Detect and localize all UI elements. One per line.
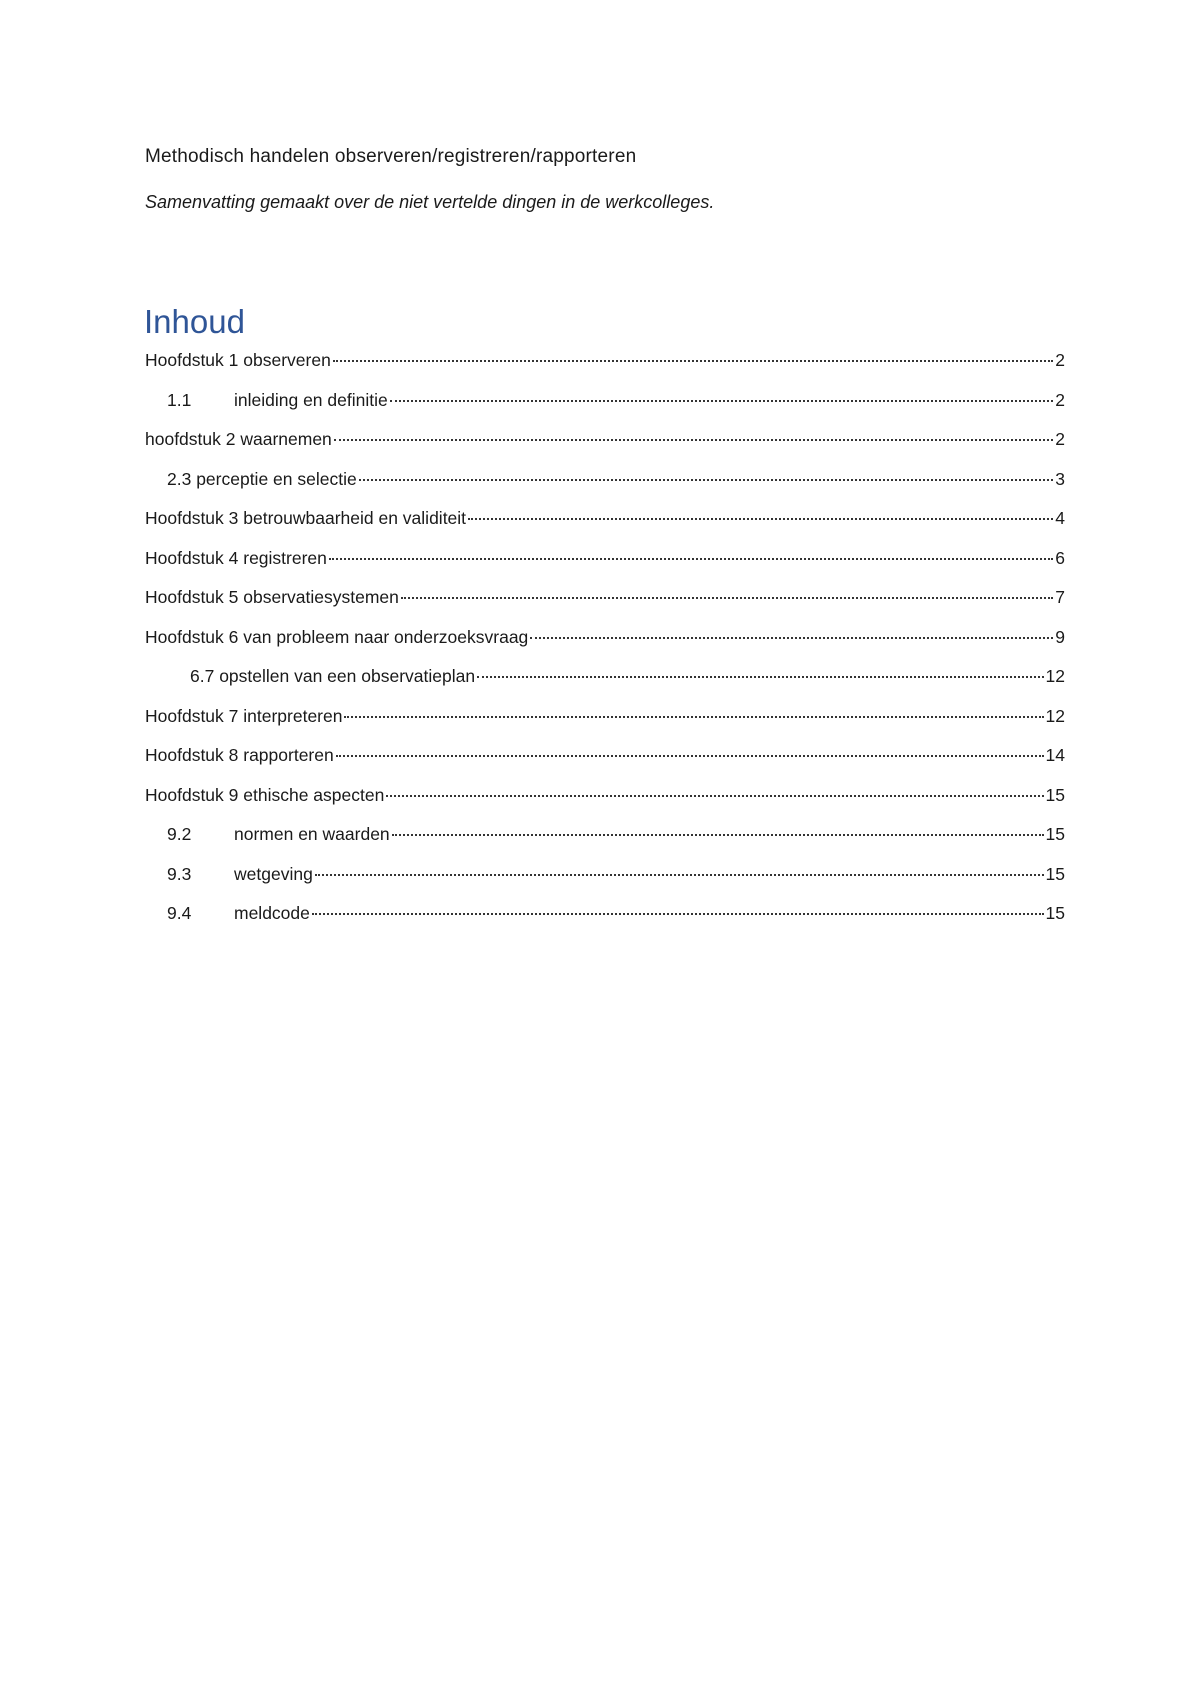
- toc-entry[interactable]: [145, 745, 1065, 785]
- toc-entry-page: 12: [1045, 666, 1065, 686]
- toc-entry-number: 1.1: [167, 389, 192, 410]
- toc-entry-page: 15: [1045, 863, 1065, 884]
- toc-entry[interactable]: [145, 429, 1065, 469]
- toc-dot-leader: [334, 439, 1053, 441]
- toc-entry[interactable]: [145, 666, 1065, 706]
- toc-entry-page: 2: [1055, 389, 1065, 410]
- toc-entry-number: 9.4: [167, 903, 192, 923]
- toc-entry-text: inleiding en definitie: [234, 389, 388, 410]
- toc-entry-page: 12: [1045, 705, 1065, 726]
- toc-entry-text: Hoofdstuk 8 rapporteren: [145, 745, 334, 765]
- toc-dot-leader: [315, 874, 1044, 876]
- toc-entry-page: 2: [1055, 429, 1065, 449]
- toc-entry-text: Hoofdstuk 6 van probleem naar onderzoeksvraag: [145, 626, 529, 647]
- toc-entry-text: 6.7 opstellen van een observatieplan: [190, 666, 476, 686]
- toc-entry[interactable]: [145, 548, 1065, 588]
- toc-entry-text: Hoofdstuk 5 observatiesystemen: [145, 587, 399, 607]
- toc-entry-text: Hoofdstuk 9 ethische aspecten: [145, 784, 385, 805]
- toc-dot-leader: [392, 834, 1044, 836]
- toc-entry[interactable]: [145, 469, 1065, 509]
- toc-entry-number: 9.2: [167, 824, 192, 844]
- toc-entry-number: 9.3: [167, 863, 192, 884]
- toc-entry[interactable]: [145, 864, 1065, 904]
- toc-dot-leader: [312, 913, 1044, 915]
- toc-dot-leader: [390, 400, 1054, 402]
- toc-dot-leader: [359, 479, 1054, 481]
- toc-dot-leader: [333, 360, 1053, 362]
- toc-entry-page: 15: [1045, 784, 1065, 805]
- toc-dot-leader: [401, 597, 1053, 599]
- table-of-contents: [145, 350, 1065, 943]
- toc-entry-text: normen en waarden: [234, 824, 390, 844]
- toc-dot-leader: [468, 518, 1053, 520]
- toc-entry-text: Hoofdstuk 3 betrouwbaarheid en validiteit: [145, 508, 467, 528]
- toc-entry-page: 6: [1055, 547, 1065, 568]
- toc-dot-leader: [344, 716, 1043, 718]
- toc-entry[interactable]: [145, 627, 1065, 667]
- toc-entry-page: 15: [1045, 903, 1065, 923]
- toc-entry-page: 14: [1045, 745, 1065, 765]
- toc-entry-text: meldcode: [234, 903, 310, 923]
- toc-entry[interactable]: [145, 706, 1065, 746]
- toc-entry[interactable]: [145, 390, 1065, 430]
- document-title: Methodisch handelen observeren/registreren/rapporteren: [145, 146, 637, 167]
- toc-dot-leader: [329, 558, 1053, 560]
- toc-entry[interactable]: [145, 903, 1065, 943]
- toc-entry[interactable]: [145, 587, 1065, 627]
- toc-entry-text: Hoofdstuk 7 interpreteren: [145, 705, 343, 726]
- toc-entry-text: Hoofdstuk 1 observeren: [145, 350, 331, 370]
- toc-entry-page: 2: [1055, 350, 1065, 370]
- toc-entry-page: 15: [1045, 824, 1065, 844]
- toc-entry-text: wetgeving: [234, 863, 313, 884]
- toc-entry[interactable]: [145, 508, 1065, 548]
- toc-heading: Inhoud: [144, 303, 245, 340]
- toc-entry-page: 3: [1055, 468, 1065, 489]
- toc-dot-leader: [530, 637, 1053, 639]
- toc-entry-text: Hoofdstuk 4 registreren: [145, 547, 327, 568]
- toc-entry-text: hoofdstuk 2 waarnemen: [145, 429, 332, 449]
- toc-dot-leader: [477, 676, 1043, 678]
- toc-entry[interactable]: [145, 350, 1065, 390]
- toc-dot-leader: [386, 795, 1043, 797]
- document-subtitle: Samenvatting gemaakt over de niet vertelde dingen in de werkcolleges.: [145, 192, 715, 212]
- toc-entry-page: 4: [1055, 508, 1065, 528]
- toc-entry-text: 2.3 perceptie en selectie: [167, 468, 357, 489]
- toc-entry-page: 9: [1055, 626, 1065, 647]
- toc-entry[interactable]: [145, 785, 1065, 825]
- toc-entry[interactable]: [145, 824, 1065, 864]
- toc-dot-leader: [336, 755, 1044, 757]
- toc-entry-page: 7: [1055, 587, 1065, 607]
